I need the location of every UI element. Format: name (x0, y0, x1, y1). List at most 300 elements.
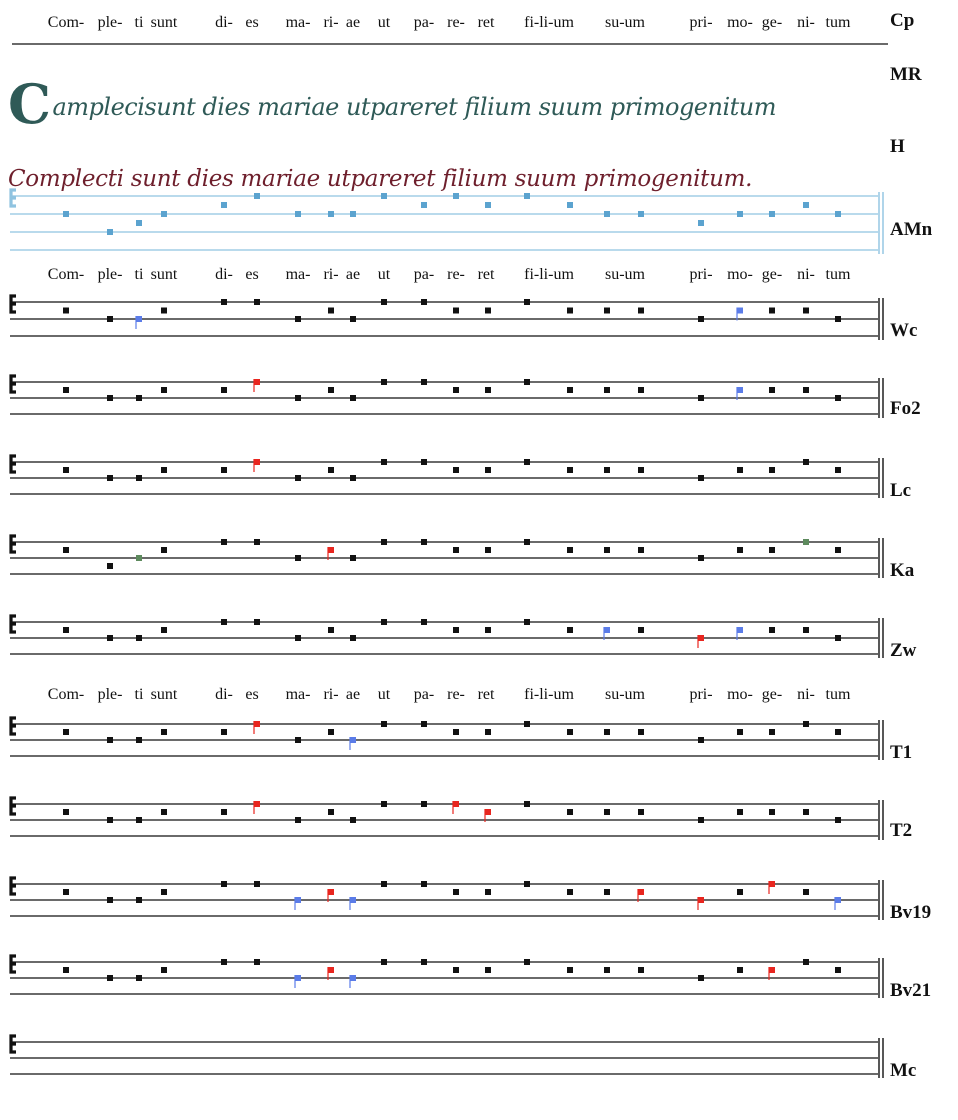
neume-note (350, 316, 356, 322)
neume-note (107, 635, 113, 641)
neume-note (63, 547, 69, 553)
neume-note (638, 547, 644, 553)
neume-note (638, 211, 644, 217)
lyric-syllable: su-um (605, 266, 645, 283)
neume-note (221, 387, 227, 393)
neume-note (161, 809, 167, 815)
siglum-fo2: Fo2 (890, 398, 921, 419)
lyric-syllable: re- (447, 14, 465, 31)
neume-note (524, 619, 530, 625)
neume-note (604, 387, 610, 393)
neume-note (803, 387, 809, 393)
neume-note (567, 627, 573, 633)
neume-note (254, 959, 260, 965)
lyric-syllable: ma- (285, 266, 311, 283)
neume-note (161, 387, 167, 393)
neume-note (328, 308, 334, 314)
neume-note (769, 809, 775, 815)
neume-note (524, 881, 530, 887)
lyric-syllable: di- (215, 686, 233, 703)
neume-note (107, 395, 113, 401)
neume-note (567, 467, 573, 473)
neume-note (63, 387, 69, 393)
neume-note (737, 467, 743, 473)
siglum-zw: Zw (890, 640, 917, 661)
neume-note (567, 202, 573, 208)
neume-note (567, 967, 573, 973)
neume-note (350, 817, 356, 823)
neume-note (295, 211, 301, 217)
neume-note (221, 809, 227, 815)
lyric-syllable: ret (477, 266, 495, 283)
c-clef-icon (11, 616, 16, 632)
neume-note (769, 387, 775, 393)
neume-note (567, 889, 573, 895)
neume-note (295, 975, 301, 981)
neume-note (803, 627, 809, 633)
neume-note (421, 459, 427, 465)
siglum-cp: Cp (890, 10, 915, 31)
neume-note (381, 459, 387, 465)
neume-note (63, 967, 69, 973)
siglum-bv19: Bv19 (890, 902, 932, 923)
neume-note (485, 889, 491, 895)
neume-note (107, 897, 113, 903)
siglum-h: H (890, 136, 905, 157)
lyric-syllable: ge- (761, 266, 783, 283)
neume-note (421, 202, 427, 208)
neume-note (381, 379, 387, 385)
neume-note (63, 729, 69, 735)
neume-note (638, 889, 644, 895)
neume-note (524, 801, 530, 807)
neume-note (421, 801, 427, 807)
lyric-syllable: ri- (323, 14, 339, 31)
siglum-mr: MR (890, 64, 922, 85)
lyric-syllable: ri- (323, 686, 339, 703)
neume-note (63, 308, 69, 314)
neume-note (295, 897, 301, 903)
neume-note (769, 627, 775, 633)
siglum-amn: AMn (890, 219, 933, 240)
neume-note (350, 635, 356, 641)
neume-note (737, 809, 743, 815)
lyric-syllable: ma- (285, 14, 311, 31)
neume-note (254, 193, 260, 199)
neume-note (453, 308, 459, 314)
neume-note (254, 881, 260, 887)
neume-note (350, 975, 356, 981)
neume-note (254, 299, 260, 305)
neume-note (524, 459, 530, 465)
lyric-syllable: pa- (413, 14, 435, 31)
neume-note (421, 721, 427, 727)
neume-note (328, 729, 334, 735)
neume-note (835, 967, 841, 973)
c-clef-icon (11, 878, 16, 894)
neume-note (254, 801, 260, 807)
neume-note (737, 627, 743, 633)
neume-note (524, 721, 530, 727)
lyric-syllable: pri- (689, 686, 713, 703)
neume-note (698, 316, 704, 322)
lyric-syllable: Com- (47, 266, 85, 283)
neume-note (485, 547, 491, 553)
neume-note (524, 539, 530, 545)
neume-note (221, 729, 227, 735)
lyric-syllable: pa- (413, 686, 435, 703)
siglum-lc: Lc (890, 480, 912, 501)
lyric-syllable: Com- (47, 686, 85, 703)
neume-note (254, 539, 260, 545)
neume-note (161, 308, 167, 314)
neume-note (381, 801, 387, 807)
neume-note (698, 897, 704, 903)
lyric-syllable: di- (215, 14, 233, 31)
siglum-wc: Wc (890, 320, 918, 341)
neume-note (421, 379, 427, 385)
c-clef-icon (11, 376, 16, 392)
lyric-syllable: ut (377, 266, 391, 283)
lyric-syllable: ni- (797, 266, 815, 283)
neume-note (604, 967, 610, 973)
neume-note (485, 308, 491, 314)
neume-note (421, 959, 427, 965)
c-clef-icon (11, 456, 16, 472)
lyric-syllable: su-um (605, 14, 645, 31)
lyric-syllable: sunt (150, 266, 178, 283)
neume-note (453, 801, 459, 807)
neume-note (350, 211, 356, 217)
neume-note (421, 619, 427, 625)
neume-note (328, 889, 334, 895)
neume-note (769, 881, 775, 887)
neume-note (136, 635, 142, 641)
neume-note (381, 193, 387, 199)
neume-note (63, 467, 69, 473)
neume-note (254, 379, 260, 385)
neume-note (769, 211, 775, 217)
neume-note (485, 809, 491, 815)
lyric-syllable: re- (447, 686, 465, 703)
lyric-syllable: ge- (761, 14, 783, 31)
lyric-syllable: ple- (97, 686, 123, 703)
lyric-syllable: di- (215, 266, 233, 283)
neume-note (328, 467, 334, 473)
decorated-initial: C (8, 72, 51, 136)
neume-note (698, 555, 704, 561)
lyric-syllable: fi-li-um (524, 14, 574, 31)
neume-note (421, 881, 427, 887)
neume-note (295, 316, 301, 322)
lyric-syllable: ti (134, 266, 144, 283)
lyric-syllable: ae (345, 686, 361, 703)
neume-note (328, 387, 334, 393)
neume-note (638, 387, 644, 393)
neume-note (698, 395, 704, 401)
neume-note (604, 211, 610, 217)
neume-note (737, 308, 743, 314)
neume-note (604, 889, 610, 895)
lyric-syllable: mo- (727, 266, 753, 283)
c-clef-icon (11, 798, 16, 814)
lyric-syllable: es (245, 686, 259, 703)
neume-note (161, 211, 167, 217)
neume-note (136, 897, 142, 903)
neume-note (350, 555, 356, 561)
neume-note (453, 729, 459, 735)
neume-note (567, 809, 573, 815)
neume-note (524, 379, 530, 385)
neume-note (161, 729, 167, 735)
lyric-syllable: fi-li-um (524, 266, 574, 283)
neume-note (737, 387, 743, 393)
neume-note (136, 555, 142, 561)
neume-note (803, 809, 809, 815)
neume-note (737, 967, 743, 973)
siglum-bv21: Bv21 (890, 980, 932, 1001)
neume-note (485, 467, 491, 473)
neume-note (638, 967, 644, 973)
lyric-syllable: pa- (413, 266, 435, 283)
neume-note (453, 889, 459, 895)
c-clef-icon (11, 536, 16, 552)
neume-note (161, 547, 167, 553)
neume-note (63, 211, 69, 217)
neume-note (803, 459, 809, 465)
siglum-t2: T2 (890, 820, 913, 841)
lyric-syllable: tum (825, 266, 851, 283)
neume-note (161, 467, 167, 473)
neume-note (254, 619, 260, 625)
neume-note (295, 555, 301, 561)
lyric-syllable: ut (377, 686, 391, 703)
lyric-syllable: ae (345, 266, 361, 283)
neume-note (737, 547, 743, 553)
lyric-syllable: pri- (689, 266, 713, 283)
lyric-syllable: tum (825, 686, 851, 703)
siglum-ka: Ka (890, 560, 915, 581)
neume-note (524, 193, 530, 199)
neume-note (421, 299, 427, 305)
neume-note (350, 395, 356, 401)
neume-note (63, 627, 69, 633)
neume-note (453, 627, 459, 633)
neume-note (638, 809, 644, 815)
neume-note (524, 299, 530, 305)
neume-note (453, 193, 459, 199)
neume-note (604, 809, 610, 815)
neume-note (638, 729, 644, 735)
lyric-syllable: tum (825, 14, 851, 31)
neume-note (63, 809, 69, 815)
neume-note (254, 721, 260, 727)
neume-note (698, 220, 704, 226)
neume-note (161, 627, 167, 633)
neume-note (107, 475, 113, 481)
neume-note (698, 737, 704, 743)
neume-note (638, 627, 644, 633)
neume-note (381, 959, 387, 965)
neume-note (835, 635, 841, 641)
neume-note (803, 721, 809, 727)
lyric-syllable: mo- (727, 14, 753, 31)
manuscript-text-h: Complecti sunt dies mariae utpareret filium suum primogenitum. (8, 166, 753, 192)
c-clef-icon (11, 296, 16, 312)
neume-note (485, 627, 491, 633)
neume-note (221, 467, 227, 473)
lyric-syllable: ni- (797, 686, 815, 703)
neume-note (295, 395, 301, 401)
neume-note (604, 308, 610, 314)
neume-note (107, 229, 113, 235)
neume-note (453, 967, 459, 973)
lyric-syllable: ri- (323, 266, 339, 283)
neume-note (136, 395, 142, 401)
neume-note (835, 897, 841, 903)
lyric-syllable: ni- (797, 14, 815, 31)
neume-note (350, 897, 356, 903)
neume-note (604, 547, 610, 553)
neume-note (107, 737, 113, 743)
neume-note (221, 299, 227, 305)
neume-note (381, 619, 387, 625)
neume-note (295, 817, 301, 823)
neume-note (295, 635, 301, 641)
lyric-syllable: ae (345, 14, 361, 31)
neume-note (221, 619, 227, 625)
lyric-syllable: es (245, 14, 259, 31)
neume-note (737, 729, 743, 735)
neume-note (350, 475, 356, 481)
neume-note (803, 959, 809, 965)
neume-note (485, 729, 491, 735)
neume-note (328, 547, 334, 553)
neume-note (567, 387, 573, 393)
neume-note (328, 967, 334, 973)
neume-note (161, 967, 167, 973)
neume-note (221, 959, 227, 965)
neume-note (254, 459, 260, 465)
neume-note (567, 308, 573, 314)
neume-note (453, 547, 459, 553)
neume-note (769, 467, 775, 473)
lyric-syllable: pri- (689, 14, 713, 31)
c-clef-icon (11, 956, 16, 972)
neume-note (63, 889, 69, 895)
neume-note (107, 316, 113, 322)
lyric-syllable: ma- (285, 686, 311, 703)
lyric-syllable: Com- (47, 14, 85, 31)
lyric-syllable: ut (377, 14, 391, 31)
neume-note (638, 467, 644, 473)
neume-note (769, 729, 775, 735)
neume-note (107, 563, 113, 569)
neume-note (136, 475, 142, 481)
lyric-syllable: fi-li-um (524, 686, 574, 703)
neume-note (567, 547, 573, 553)
neume-note (381, 881, 387, 887)
neume-note (381, 539, 387, 545)
neume-note (604, 729, 610, 735)
neume-note (769, 308, 775, 314)
neume-note (835, 547, 841, 553)
neume-note (835, 467, 841, 473)
neume-note (769, 547, 775, 553)
neume-note (328, 627, 334, 633)
lyric-syllable: sunt (150, 14, 178, 31)
c-clef-icon (11, 190, 16, 206)
neume-note (485, 387, 491, 393)
neume-note (698, 817, 704, 823)
neume-note (328, 211, 334, 217)
neume-note (221, 539, 227, 545)
neume-note (453, 467, 459, 473)
lyric-syllable: sunt (150, 686, 178, 703)
lyric-syllable: mo- (727, 686, 753, 703)
neume-note (221, 202, 227, 208)
neume-note (295, 737, 301, 743)
neume-note (698, 475, 704, 481)
neume-note (835, 395, 841, 401)
neume-note (381, 299, 387, 305)
lyric-syllable: ti (134, 686, 144, 703)
neume-note (381, 721, 387, 727)
neume-note (161, 889, 167, 895)
neume-note (638, 308, 644, 314)
neume-note (803, 889, 809, 895)
neume-note (453, 387, 459, 393)
lyric-syllable: ret (477, 14, 495, 31)
neume-note (350, 737, 356, 743)
manuscript-text-mr: amplecisunt dies mariae utpareret filium suum primogenitum (52, 93, 777, 121)
neume-note (803, 308, 809, 314)
neume-note (769, 967, 775, 973)
neume-note (524, 959, 530, 965)
lyric-syllable: ple- (97, 266, 123, 283)
lyric-syllable: ge- (761, 686, 783, 703)
lyric-syllable: ti (134, 14, 144, 31)
lyric-syllable: es (245, 266, 259, 283)
neume-note (835, 729, 841, 735)
lyric-syllable: su-um (605, 686, 645, 703)
neume-note (803, 539, 809, 545)
neume-note (421, 539, 427, 545)
lyric-syllable: re- (447, 266, 465, 283)
neume-note (221, 881, 227, 887)
neume-note (107, 817, 113, 823)
lyric-syllable: ret (477, 686, 495, 703)
neume-note (698, 975, 704, 981)
neume-note (485, 202, 491, 208)
c-clef-icon (11, 1036, 16, 1052)
neume-note (567, 729, 573, 735)
siglum-t1: T1 (890, 742, 913, 763)
neume-note (604, 467, 610, 473)
siglum-mc: Mc (890, 1060, 917, 1081)
neume-note (136, 975, 142, 981)
neume-note (136, 817, 142, 823)
neume-note (737, 211, 743, 217)
c-clef-icon (11, 718, 16, 734)
neume-note (698, 635, 704, 641)
neume-note (604, 627, 610, 633)
neume-note (136, 316, 142, 322)
lyric-syllable: ple- (97, 14, 123, 31)
neume-note (136, 220, 142, 226)
neume-note (107, 975, 113, 981)
neume-note (295, 475, 301, 481)
